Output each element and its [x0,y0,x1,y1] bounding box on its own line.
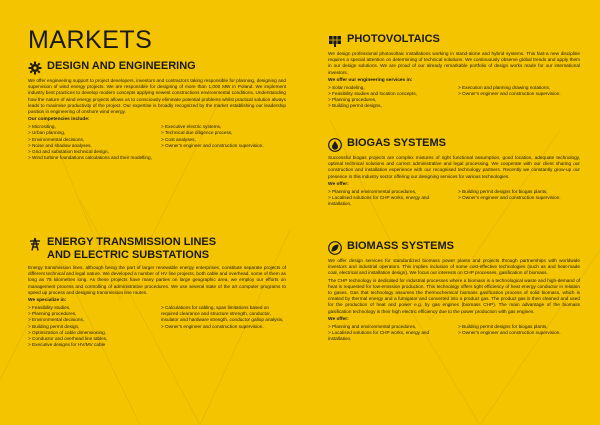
list-item: > Executive electric systems, [161,124,286,130]
list-item: > Feasibility studies and location concepts, [328,91,450,97]
biogas-title: BIOGAS SYSTEMS [347,137,447,149]
list-item: > Owner's engineer and construction supervision. [458,195,580,201]
list-item: > Executive designs for HV/MV cable [28,342,153,348]
energy-specialize-label: We specialize in: [28,298,67,304]
list-item: > Technical due diligence process, [161,130,286,136]
list-item: > Planning procedures, [328,97,450,103]
biomass-offer-label: We offer: [328,316,349,322]
page-title: MARKETS [28,26,153,54]
energy-specialize-list-a [28,305,153,348]
biomass-list-b [458,324,580,343]
energy-transmission-section [28,236,286,348]
list-item: > Planning procedures, [28,311,153,317]
list-item: > Localised solutions for CHP works, energy and installation, [328,330,450,342]
gear-icon [28,61,42,75]
biogas-paragraph: Successful biogas projects are complex mixtures of right functional assumption, good location, adequate technology, optimal technical solutions and correct administrative and legal processing. We cooperate with our client sharing our construction and installation experience with our recognised technology partners. Recently we constantly grow-up our presence in this industry sector offering our designing services for various technologies. [328,155,580,179]
list-item: > Cost analyses, [161,137,286,143]
list-item: > Building permit designs, [328,103,450,109]
design-engineering-title: DESIGN AND ENGINEERING [47,60,196,72]
list-item: > Calculations for cabling, span limitations based on required clearance and structure strength, conductor, insulator and hardware strength, conductor gallop analysis, [161,305,286,324]
biomass-paragraph: We offer design services for standardized biomass power plants and projects through partnerships with worldwide investors and industrial operators. This implies inclusion of some cost-effective technologies (such as and heat-made coal, electrical and installation design). We focus our interests on CHP processes, gasification of biomass. [328,258,580,276]
biomass-section [328,240,580,342]
transmission-tower-icon [28,237,42,251]
biomass-paragraph-2: The CHP technology is dedicated for industrial processes where a biomass is a technological waste and high-demand of heat is requested for low-emission production. This technology offers tight efficiency of heat energy conductor in relation to gases. Gas that technology assumes the thermochemical biomass gasification process of solid biomass, which is created by thermal energy and a fumigator and converted into a product gas. The product gas is then cleaned and used for the production of heat and power e.g. by gas engines (biomass CHP). The main advantage of the biomass gasification technology is their high electric efficiency due to the power production with gas engines. [328,277,580,314]
photovoltaics-title: PHOTOVOLTAICS [347,33,440,45]
list-item: > Micrositing, [28,124,153,130]
list-item: > Localised solutions for CHP works, energy and installation, [328,195,450,207]
biomass-list-a [328,324,450,343]
design-engineering-paragraph: We offer engineering support to project developers, investors and contractors taking responsible for planning, designing and supervision of wind energy projects. We are responsible for designing of more than 1,000 MW in Poland. We implement industry best practices to develop modern concepts applying newest constructions environmental conditions. Understanding how the nature of wind energy projects allows us to consciously eliminate potential problems whilst practical solution always leads to maximise productivity of the project. Our expertise is broadly recognized by the market establishing our leadership position in engineering of onshore wind energy. [28,78,286,115]
list-item: > Planning and environmental procedures, [328,324,450,330]
design-engineering-section [28,60,286,161]
energy-transmission-paragraph: Energy transmission lines, although being the part of larger renewable energy enterprises, constitute separate projects of different technical and legal nature. We developed a number of HV line projects, both cable and overhead, some of them as long as 75 kilometres long. As these projects have many parties on large geographic area, we employ our efforts on management process and controlling of administrative procedures. We use several state of the art computer programs to speed up process and designing transmission line routes. [28,265,286,295]
photovoltaics-section [328,33,580,110]
energy-transmission-title-line1: ENERGY TRANSMISSION LINES [47,236,217,248]
list-item: > Building permit design, [28,324,153,330]
energy-specialize-list-b [161,305,286,348]
photovoltaics-paragraph: We design professional photovoltaic installations working in stand-alone and hybrid systems. This fast-a new discipline requires a special attention on determining of technical solutions. We continuously observe global trends and apply them in our design solutions. We are proud of our already remarkable portfolio of design works made for our international investors. [328,51,580,75]
photovoltaics-offer-label: We offer our engineering services in: [328,77,413,83]
list-item: > Optimization of cable dimensioning, [28,330,153,336]
list-item: > Owner's engineer and construction supervision. [458,330,580,336]
energy-transmission-title-line2: AND ELECTRIC SUBSTATIONS [47,249,210,261]
list-item: > Wind turbine foundations calculations and their modelling, [28,155,153,161]
list-item: > Urban planning, [28,130,153,136]
list-item: > Owner's engineer and construction supervision. [161,143,286,149]
biogas-drop-icon [328,138,342,152]
design-competencies-list-b [161,124,286,161]
biogas-offer-label: We offer: [328,181,349,187]
list-item: > Execution and planning drawing notations, [458,85,580,91]
list-item: > Solar modeling, [328,85,450,91]
design-competencies-list-a [28,124,153,161]
biogas-section [328,137,580,207]
solar-panel-icon [328,34,342,48]
biogas-list-b [458,189,580,208]
biomass-leaf-icon [328,241,342,255]
list-item: > Planning and environmental procedures, [328,189,450,195]
photovoltaics-list-a [328,85,450,110]
list-item: > Owner's engineer and construction supervision. [458,91,580,97]
list-item: > Noise and shadow analyses, [28,143,153,149]
list-item: > Owner's engineer and construction supervision. [161,324,286,330]
list-item: > Grid and substation technical design, [28,149,153,155]
list-item: > Feasibility studies, [28,305,153,311]
list-item: > Building permit designs for biogas plants, [458,189,580,195]
list-item: > Building permit designs for biogas plants, [458,324,580,330]
design-competencies-label: Our competencies include: [28,117,90,123]
photovoltaics-list-b [458,85,580,110]
list-item: > Environmental decisions, [28,137,153,143]
biomass-title: BIOMASS SYSTEMS [347,240,454,252]
list-item: > Conductor and overhead line tables, [28,336,153,342]
list-item: > Environmental decisions, [28,317,153,323]
biogas-list-a [328,189,450,208]
